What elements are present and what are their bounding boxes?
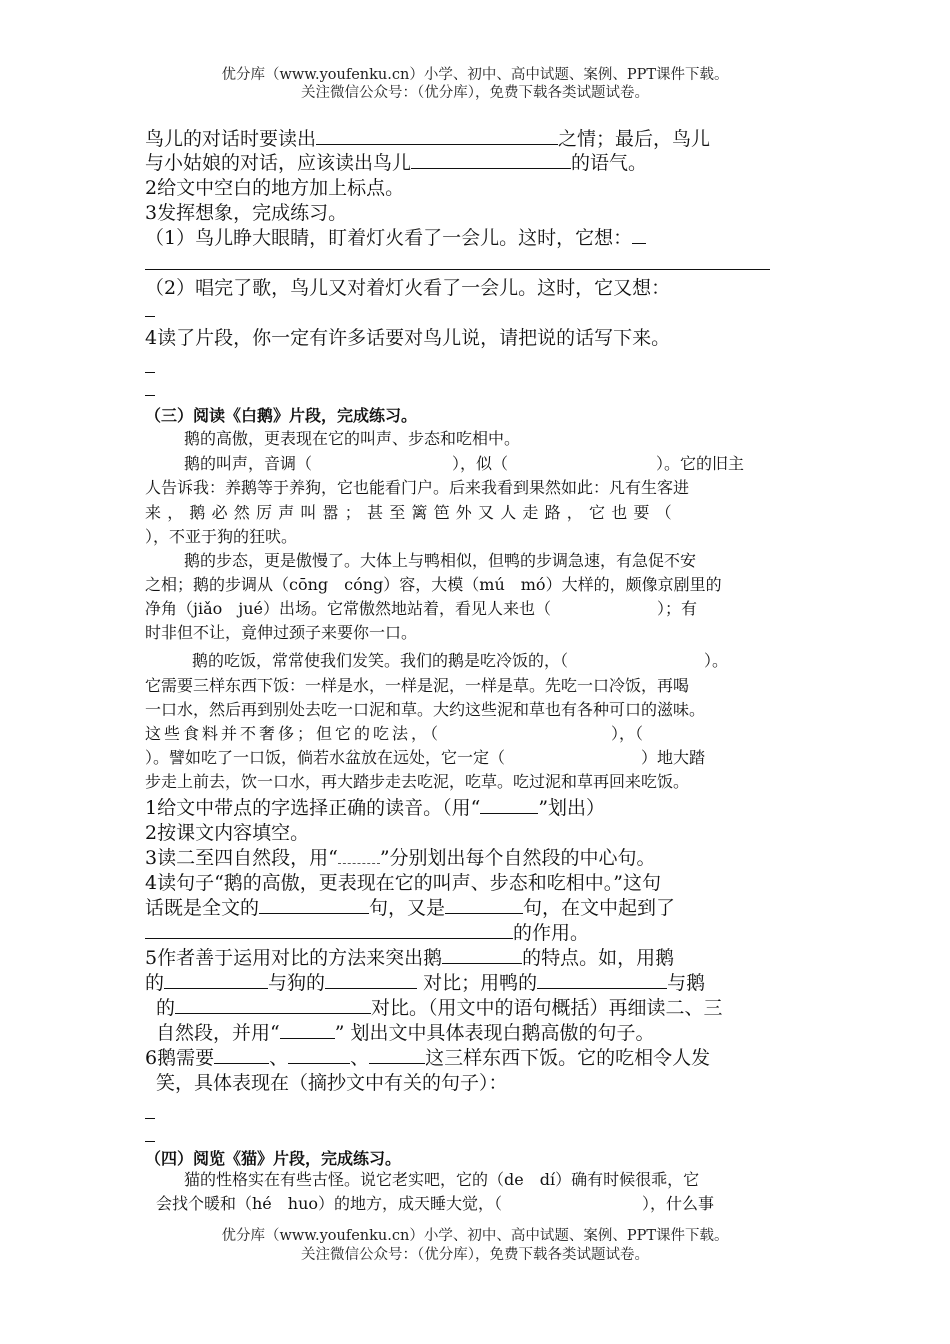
footer-line-1: 优分库（www.youfenku.cn）小学、初中、高中试题、案例、PPT课件下载。 (221, 1228, 729, 1244)
answer-blank[interactable] (325, 972, 417, 989)
p3-question-5-line-3: 的 对比。（用文中的语句概括）再细读二、三 (156, 997, 723, 1019)
para-4-line-4: 这些食料并不奢侈；但它的吃法，（ ），（ (145, 724, 644, 743)
para-3-line-1: 鹅的步态，更是傲慢了。大体上与鸭相似，但鸭的步调急速，有急促不安 (184, 551, 697, 570)
header-line-2: 关注微信公众号：（优分库），免费下载各类试题试卷。 (301, 85, 649, 101)
header-line-1: 优分库（www.youfenku.cn）小学、初中、高中试题、案例、PPT课件下载。 (221, 67, 729, 83)
p3-question-2: 2按课文内容填空。 (145, 822, 310, 844)
para-cat-line-2: 会找个暖和（hé huo）的地方，成天睡大觉，（ ），什么事 (156, 1194, 715, 1213)
para-cat-line-1: 猫的性格实在有些古怪。说它老实吧，它的（de dí）确有时候很乖，它 (184, 1170, 700, 1189)
answer-blank[interactable] (445, 897, 523, 914)
p3-question-4-line-3: 的作用。 (145, 921, 589, 945)
question-3-2: （2）唱完了歌，鸟儿又对着灯火看了一会儿。这时，它又想： (145, 277, 671, 299)
answer-line[interactable] (145, 1118, 155, 1119)
answer-blank[interactable] (537, 972, 667, 989)
answer-line[interactable] (145, 372, 155, 373)
para-3-line-3: 净角（jiǎo jué）出场。它常傲然地站着，看见人来也（ ）；有 (145, 599, 698, 618)
answer-line[interactable] (145, 395, 155, 396)
para-4-line-3: 一口水，然后再到别处去吃一口泥和草。大约这些泥和草也有各种可口的滋味。 (145, 700, 706, 719)
answer-blank[interactable] (411, 152, 571, 169)
question-3: 3发挥想象，完成练习。 (145, 202, 348, 224)
p3-question-5-line-2: 的 与狗的 对比；用鸭的 与鹅 (145, 972, 706, 994)
para-4-line-6: 步走上前去，饮一口水，再大踏步走去吃泥，吃草。吃过泥和草再回来吃饭。 (145, 772, 690, 791)
answer-line[interactable] (145, 1141, 155, 1142)
answer-blank[interactable] (280, 1022, 335, 1039)
answer-blank[interactable] (442, 947, 522, 964)
para-4-line-1: 鹅的吃饭，常常使我们发笑。我们的鹅是吃冷饭的，（ ）。 (192, 651, 729, 670)
para-2-line-4: ），不亚于狗的狂吠。 (145, 527, 298, 546)
para-2-line-3: 来，鹅必然厉声叫嚣；甚至篱笆外又人走路，它也要（ (145, 503, 678, 522)
para-2-line-1: 鹅的叫声，音调（ ），似（ ）。它的旧主 (184, 454, 745, 473)
p1-line-1: 鸟儿的对话时要读出 之情；最后，鸟儿 (145, 128, 711, 150)
section-3-title: （三）阅读《白鹅》片段，完成练习。 (145, 406, 418, 425)
answer-blank[interactable] (632, 227, 646, 244)
answer-blank[interactable] (145, 922, 513, 939)
para-3-line-2: 之相；鹅的步调从（cōng cóng）容，大模（mú mó）大样的，颇像京剧里的 (145, 575, 722, 594)
answer-blank[interactable] (259, 897, 369, 914)
answer-line[interactable] (145, 269, 770, 270)
para-4-line-5: ）。譬如吃了一口饭，倘若水盆放在远处，它一定（ ）地大踏 (145, 748, 706, 767)
answer-blank[interactable] (214, 1047, 269, 1064)
question-2: 2给文中空白的地方加上标点。 (145, 177, 405, 199)
para-1: 鹅的高傲，更表现在它的叫声、步态和吃相中。 (184, 429, 521, 448)
para-3-line-4: 时非但不让，竟伸过颈子来要你一口。 (145, 623, 418, 642)
p3-question-5-line-4: 自然段，并用“ ” 划出文中具体表现白鹅高傲的句子。 (156, 1022, 655, 1044)
question-3-1: （1）鸟儿睁大眼睛，盯着灯火看了一会儿。这时，它想： (145, 226, 646, 250)
p1-line-2: 与小姑娘的对话，应该读出鸟儿 的语气。 (145, 152, 648, 174)
answer-blank[interactable] (288, 1047, 350, 1064)
p3-question-3: 3读二至四自然段，用“ ”分别划出每个自然段的中心句。 (145, 847, 656, 869)
answer-line[interactable] (145, 316, 155, 317)
answer-blank[interactable] (369, 1047, 425, 1064)
p3-question-6-line-2: 笑，具体表现在（摘抄文中有关的句子）： (156, 1072, 508, 1094)
footer-line-2: 关注微信公众号：（优分库），免费下载各类试题试卷。 (301, 1247, 649, 1263)
wavy-line-sample (338, 849, 380, 864)
para-2-line-2: 人告诉我：养鹅等于养狗，它也能看门户。后来我看到果然如此：凡有生客进 (145, 478, 690, 497)
question-4: 4读了片段，你一定有许多话要对鸟儿说，请把说的话写下来。 (145, 327, 671, 349)
p3-question-1: 1给文中带点的字选择正确的读音。（用“ ”划出） (145, 797, 606, 819)
p3-question-5-line-1: 5作者善于运用对比的方法来突出鹅 的特点。如，用鹅 (145, 947, 675, 969)
section-4-title: （四）阅览《猫》片段，完成练习。 (145, 1149, 402, 1168)
answer-blank[interactable] (316, 128, 558, 145)
p3-question-4-line-2: 话既是全文的 句，又是 句，在文中起到了 (145, 897, 676, 919)
para-4-line-2: 它需要三样东西下饭：一样是水，一样是泥，一样是草。先吃一口冷饭，再喝 (145, 676, 690, 695)
answer-blank[interactable] (175, 997, 371, 1014)
p3-question-6-line-1: 6鹅需要 、 、 这三样东西下饭。它的吃相令人发 (145, 1047, 711, 1069)
answer-blank[interactable] (480, 797, 538, 814)
answer-blank[interactable] (164, 972, 268, 989)
p3-question-4-line-1: 4读句子“鹅的高傲，更表现在它的叫声、步态和吃相中。”这句 (145, 872, 662, 894)
